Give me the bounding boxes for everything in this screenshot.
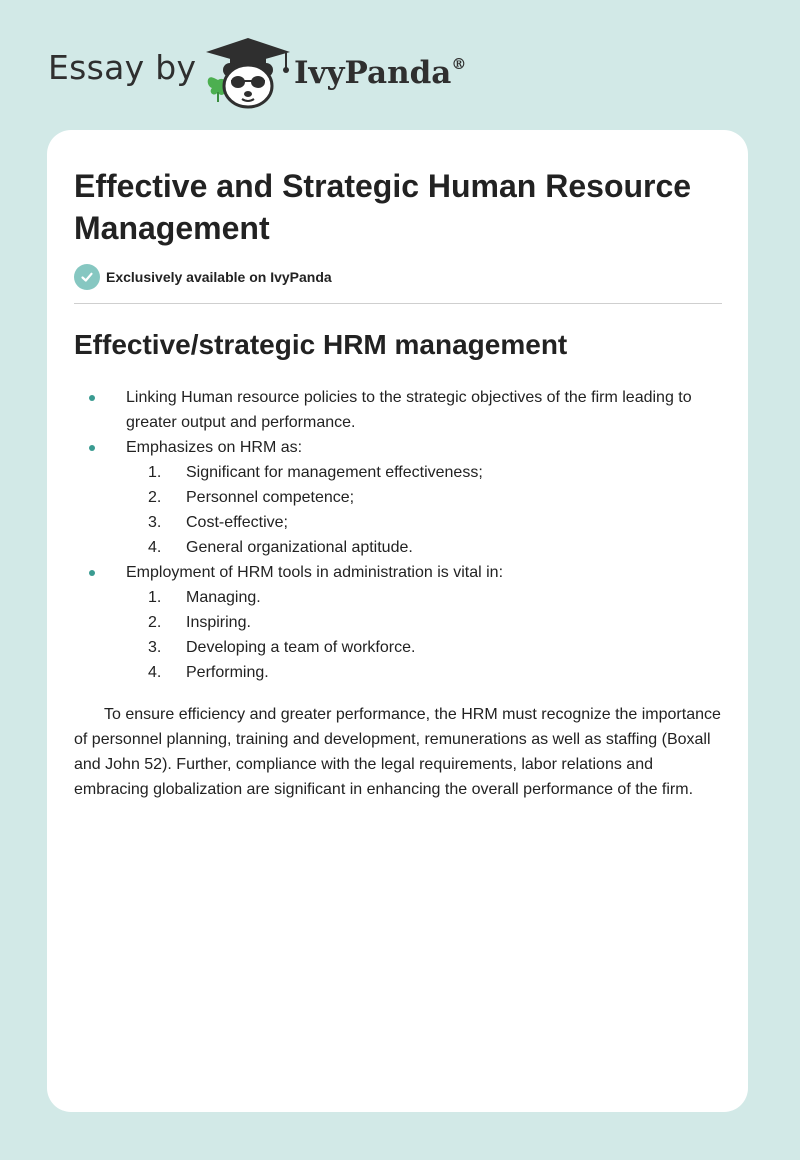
item-text: General organizational aptitude. (186, 539, 413, 556)
list-item (126, 610, 724, 635)
panda-logo-icon[interactable] (200, 34, 296, 110)
list-item (74, 560, 724, 685)
bullet-dot-icon (89, 570, 95, 576)
section-heading: Effective/strategic HRM management (74, 329, 568, 360)
item-number: 4. (148, 664, 162, 681)
numbered-list (126, 585, 724, 685)
list-item (74, 385, 724, 435)
list-item (126, 535, 724, 560)
item-number: 2. (148, 489, 162, 506)
item-number: 3. (148, 639, 162, 656)
list-item (126, 460, 724, 485)
item-number: 1. (148, 464, 162, 481)
exclusive-label: Exclusively available on IvyPanda (106, 269, 332, 285)
item-text: Significant for management effectiveness; (186, 464, 483, 481)
divider (74, 303, 722, 304)
item-text: Cost-effective; (186, 514, 288, 531)
bullet-text: Emphasizes on HRM as: (126, 439, 303, 456)
item-number: 4. (148, 539, 162, 556)
item-number: 2. (148, 614, 162, 631)
brand-name[interactable]: IvyPanda® (294, 54, 467, 91)
item-text: Managing. (186, 589, 261, 606)
exclusive-badge (74, 263, 332, 291)
bullet-text: Employment of HRM tools in administration is vital in: (126, 564, 504, 581)
item-text: Performing. (186, 664, 269, 681)
list-item (74, 435, 724, 560)
check-icon (74, 264, 100, 290)
item-text: Inspiring. (186, 614, 251, 631)
body-paragraph: To ensure efficiency and greater performance, the HRM must recognize the importance of personnel planning, training and development, remunerations as well as staffing (Boxall and John 52). Further, compliance with the legal requirements, labor relations and embracing globalization are significant in enhancing the overall performance of the firm. (74, 706, 721, 798)
item-number: 1. (148, 589, 162, 606)
bullet-dot-icon (89, 445, 95, 451)
site-header (0, 0, 800, 130)
item-text: Personnel competence; (186, 489, 355, 506)
bullet-list (74, 385, 724, 685)
essay-card (47, 130, 748, 1112)
list-item (126, 660, 724, 685)
essay-by-label: Essay by (48, 48, 197, 87)
item-number: 3. (148, 514, 162, 531)
list-item (126, 635, 724, 660)
bullet-text: Linking Human resource policies to the strategic objectives of the firm leading to greater output and performance. (126, 389, 692, 431)
item-text: Developing a team of workforce. (186, 639, 416, 656)
list-item (126, 585, 724, 610)
numbered-list (126, 460, 724, 560)
list-item (126, 485, 724, 510)
page-title: Effective and Strategic Human Resource Management (74, 168, 692, 246)
list-item (126, 510, 724, 535)
bullet-dot-icon (89, 395, 95, 401)
